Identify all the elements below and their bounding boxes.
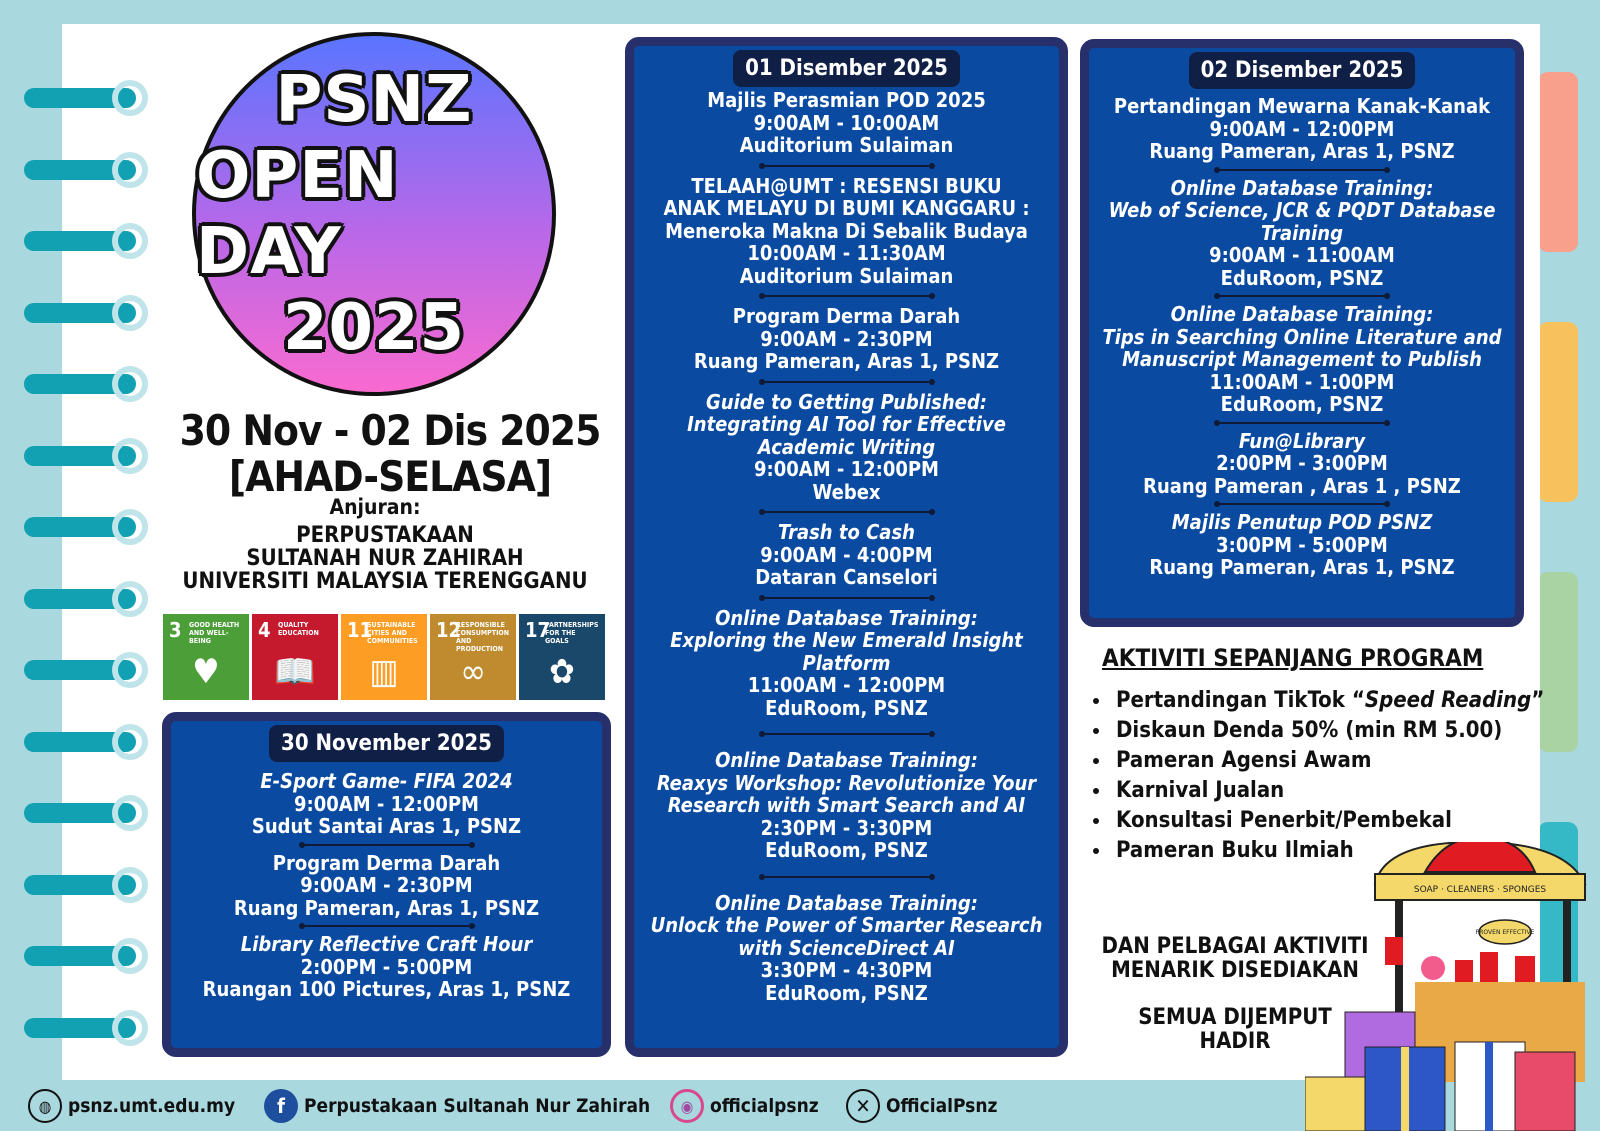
sdg-label: QUALITY EDUCATION <box>278 621 319 637</box>
event-title: E-Sport Game- FIFA 2024 <box>260 769 513 793</box>
ring-loop <box>112 80 148 116</box>
book-icon: 📖 <box>273 652 317 692</box>
open-day-logo <box>192 32 556 396</box>
event-title: Platform <box>802 650 891 675</box>
event-time: 9:00AM - 2:30PM <box>300 873 473 897</box>
sdg-label: SUSTAINABLE CITIES AND COMMUNITIES <box>367 621 418 645</box>
event-time: 9:00AM - 11:00AM <box>1209 243 1395 267</box>
event-separator <box>759 161 935 171</box>
spiral-ring <box>24 80 148 116</box>
sdg-label: PARTNERSHIPS FOR THE GOALS <box>545 621 599 645</box>
spiral-ring <box>24 652 148 688</box>
x-text: OfficialPsnz <box>886 1095 998 1117</box>
event-item <box>634 305 1059 373</box>
event-title: Trash to Cash <box>778 520 915 544</box>
logo-line-2: OPEN DAY <box>196 139 399 289</box>
event-venue: Ruang Pameran, Aras 1, PSNZ <box>693 349 1000 373</box>
activity-item <box>1112 716 1544 746</box>
event-time: 9:00AM - 2:30PM <box>760 326 933 351</box>
event-title: Online Database Training: <box>1170 175 1434 200</box>
invitation-note: SEMUA DIJEMPUT HADIR <box>1138 1005 1332 1054</box>
logo-line-1: PSNZ <box>275 63 473 137</box>
sdg-number: 12 <box>436 618 462 642</box>
event-title: with ScienceDirect AI <box>738 935 955 960</box>
event-title: Program Derma Darah <box>732 304 961 328</box>
organizer-line-1: PERPUSTAKAAN <box>296 523 474 548</box>
event-title: Guide to Getting Published: <box>706 389 987 414</box>
instagram-link[interactable] <box>670 1089 819 1123</box>
event-title: Majlis Penutup POD PSNZ <box>1171 510 1433 534</box>
sdg-label: RESPONSIBLE CONSUMPTION AND PRODUCTION <box>456 621 510 653</box>
organizer-label: Anjuran: <box>329 495 421 519</box>
event-time: 2:30PM - 3:30PM <box>760 815 933 840</box>
event-time: 11:00AM - 12:00PM <box>747 673 946 697</box>
activity-emphasis: Speed Reading <box>1364 688 1532 713</box>
sdg-number: 11 <box>347 618 373 642</box>
spiral-ring <box>24 223 148 259</box>
day-date-badge: 02 Disember 2025 <box>1189 52 1416 89</box>
schedule-panel-01-dis <box>625 37 1068 1057</box>
ring-loop <box>112 724 148 760</box>
sdg-icons-row <box>163 614 605 700</box>
date-days-line: [AHAD-SELASA] <box>228 452 552 501</box>
event-title: Tips in Searching Online Literature and <box>1102 324 1502 349</box>
event-title: Program Derma Darah <box>272 850 501 875</box>
activities-heading: AKTIVITI SEPANJANG PROGRAM <box>1102 644 1484 672</box>
ring-loop <box>112 295 148 331</box>
event-venue: Ruang Pameran, Aras 1, PSNZ <box>1149 139 1455 163</box>
market-stall-illustration <box>1305 842 1595 1131</box>
city-icon: ▥ <box>369 652 399 692</box>
event-separator <box>759 872 935 882</box>
event-title: Web of Science, JCR & PQDT Database <box>1108 198 1496 222</box>
sdg-number: 3 <box>169 618 182 642</box>
event-title: Pertandingan Mewarna Kanak-Kanak <box>1113 94 1491 118</box>
event-item <box>171 933 602 1001</box>
spiral-ring <box>24 509 148 545</box>
event-title: Online Database Training: <box>715 605 978 630</box>
event-venue: Dataran Canselori <box>755 565 938 589</box>
event-separator <box>759 729 935 739</box>
event-venue: Sudut Santai Aras 1, PSNZ <box>251 814 522 838</box>
notebook-tab-yellow <box>1538 322 1578 502</box>
event-time: 3:00PM - 5:00PM <box>1216 532 1388 557</box>
activity-text: Pertandingan TikTok “ <box>1116 688 1365 713</box>
event-separator <box>1214 165 1390 175</box>
event-venue: Webex <box>812 479 881 504</box>
event-title: TELAAH@UMT : RESENSI BUKU <box>691 173 1002 198</box>
facebook-link[interactable] <box>264 1089 650 1123</box>
instagram-icon: ◉ <box>670 1089 704 1123</box>
spiral-ring <box>24 152 148 188</box>
activity-item <box>1112 746 1544 776</box>
ring-loop <box>112 366 148 402</box>
event-time: 9:00AM - 12:00PM <box>1209 116 1395 141</box>
sdg-tile <box>519 614 605 700</box>
event-item <box>1089 430 1515 498</box>
event-venue: Auditorium Sulaiman <box>739 133 954 157</box>
event-separator <box>759 507 935 517</box>
schedule-panel-30-nov <box>162 712 611 1057</box>
spiral-ring <box>24 438 148 474</box>
event-title: Manuscript Management to Publish <box>1122 347 1482 371</box>
event-time: 11:00AM - 1:00PM <box>1209 369 1395 394</box>
more-activities-note: DAN PELBAGAI AKTIVITI MENARIK DISEDIAKAN <box>1101 934 1369 983</box>
event-separator <box>759 593 935 603</box>
day-events-list <box>1089 95 1515 579</box>
event-title: Majlis Perasmian POD 2025 <box>707 88 986 112</box>
sdg-tile <box>163 614 249 700</box>
event-item <box>171 770 602 838</box>
event-title: Research with Smart Search and AI <box>667 793 1026 817</box>
stall-sign-text: PROVEN EFFECTIVE <box>1475 929 1535 936</box>
event-venue: Ruang Pameran, Aras 1, PSNZ <box>233 895 540 920</box>
day-date-badge: 30 November 2025 <box>269 725 504 762</box>
event-item <box>634 521 1059 589</box>
heartbeat-icon: ♥ <box>192 652 220 692</box>
spiral-ring <box>24 938 148 974</box>
activity-item <box>1112 806 1544 836</box>
ring-loop <box>112 223 148 259</box>
event-title: Fun@Library <box>1238 428 1366 453</box>
activity-item <box>1112 776 1544 806</box>
event-title: Online Database Training: <box>1170 302 1434 326</box>
event-separator <box>1214 499 1390 509</box>
event-venue: EduRoom, PSNZ <box>1220 265 1384 290</box>
event-item <box>634 749 1059 862</box>
spiral-ring <box>24 581 148 617</box>
facebook-icon: f <box>264 1089 298 1123</box>
spiral-ring <box>24 795 148 831</box>
organizer-line-2: SULTANAH NUR ZAHIRAH <box>246 546 524 571</box>
ring-loop <box>112 795 148 831</box>
event-item <box>634 892 1059 1005</box>
activity-text-end: ” <box>1531 688 1545 713</box>
event-date-range <box>160 408 620 500</box>
event-venue: EduRoom, PSNZ <box>765 838 928 862</box>
activity-text: Pameran Buku Ilmiah <box>1116 838 1354 863</box>
logo-line-3: 2025 <box>282 291 466 365</box>
activities-list <box>1090 686 1544 866</box>
event-title: Training <box>1261 220 1343 245</box>
spiral-ring <box>24 867 148 903</box>
sdg-tile <box>341 614 427 700</box>
flower-icon: ✿ <box>549 652 575 692</box>
event-venue: EduRoom, PSNZ <box>765 695 928 720</box>
organizer-line-3: UNIVERSITI MALAYSIA TERENGGANU <box>182 569 588 594</box>
instagram-text: officialpsnz <box>710 1095 819 1117</box>
event-item <box>634 89 1059 157</box>
event-time: 10:00AM - 11:30AM <box>747 241 946 265</box>
event-venue: Auditorium Sulaiman <box>739 263 954 288</box>
event-time: 9:00AM - 10:00AM <box>753 110 940 135</box>
event-item <box>1089 177 1515 290</box>
sdg-number: 17 <box>525 618 551 642</box>
event-time: 3:30PM - 4:30PM <box>760 958 933 982</box>
event-venue: Ruangan 100 Pictures, Aras 1, PSNZ <box>202 977 571 1001</box>
event-separator <box>1214 418 1390 428</box>
event-title: Exploring the New Emerald Insight <box>670 628 1023 652</box>
event-venue: EduRoom, PSNZ <box>1220 392 1384 416</box>
ring-loop <box>112 938 148 974</box>
event-time: 9:00AM - 12:00PM <box>294 791 479 816</box>
event-title: Academic Writing <box>757 434 936 459</box>
event-title: Reaxys Workshop: Revolutionize Your <box>656 770 1037 795</box>
ring-loop <box>112 152 148 188</box>
ring-loop <box>112 509 148 545</box>
event-title: ANAK MELAYU DI BUMI KANGGARU : <box>663 196 1030 220</box>
ring-loop <box>112 438 148 474</box>
ring-loop <box>112 867 148 903</box>
notebook-tab-coral <box>1538 72 1578 252</box>
facebook-text: Perpustakaan Sultanah Nur Zahirah <box>304 1095 651 1117</box>
event-venue: EduRoom, PSNZ <box>765 980 928 1005</box>
day-events-list <box>171 770 602 1001</box>
activity-text: Diskaun Denda 50% (min RM 5.00) <box>1116 718 1503 743</box>
event-time: 9:00AM - 4:00PM <box>760 542 933 567</box>
spiral-ring <box>24 366 148 402</box>
spiral-ring <box>24 1010 148 1046</box>
spiral-ring <box>24 724 148 760</box>
event-time: 2:00PM - 3:00PM <box>1216 451 1388 475</box>
globe-icon: ◍ <box>28 1089 62 1123</box>
event-title: Online Database Training: <box>715 748 978 772</box>
event-item <box>634 175 1059 288</box>
event-title: Unlock the Power of Smarter Research <box>650 913 1043 937</box>
event-separator <box>299 840 475 850</box>
activity-text: Pameran Agensi Awam <box>1116 748 1372 773</box>
date-range-line: 30 Nov - 02 Dis 2025 <box>179 406 601 455</box>
event-item <box>634 391 1059 504</box>
event-separator <box>299 921 475 931</box>
event-title: Meneroka Makna Di Sebalik Budaya <box>665 218 1028 243</box>
event-item <box>634 607 1059 720</box>
ring-loop <box>112 1010 148 1046</box>
event-time: 2:00PM - 5:00PM <box>300 954 473 979</box>
event-title: Online Database Training: <box>715 890 978 915</box>
sdg-tile <box>252 614 338 700</box>
activity-text: Karnival Jualan <box>1116 778 1285 803</box>
event-separator <box>759 291 935 301</box>
website-link[interactable] <box>28 1089 235 1123</box>
sdg-label: GOOD HEALTH AND WELL-BEING <box>189 621 240 645</box>
event-title: Library Reflective Craft Hour <box>240 932 533 956</box>
schedule-panel-02-dis <box>1080 39 1524 627</box>
event-time: 9:00AM - 12:00PM <box>754 457 939 481</box>
event-title: Integrating AI Tool for Effective <box>687 412 1006 436</box>
event-venue: Ruang Pameran, Aras 1, PSNZ <box>1149 555 1455 579</box>
event-item <box>1089 511 1515 579</box>
activity-item <box>1112 686 1544 716</box>
infinity-icon: ∞ <box>460 652 486 692</box>
event-item <box>171 852 602 920</box>
website-text: psnz.umt.edu.my <box>68 1095 236 1117</box>
awning-text: SOAP · CLEANERS · SPONGES <box>1413 885 1547 895</box>
event-venue: Ruang Pameran , Aras 1 , PSNZ <box>1143 473 1461 498</box>
x-icon: ✕ <box>846 1089 880 1123</box>
ring-loop <box>112 652 148 688</box>
day-date-badge: 01 Disember 2025 <box>733 50 960 87</box>
day-events-list <box>634 89 1059 1004</box>
x-link[interactable] <box>846 1089 997 1123</box>
sdg-tile <box>430 614 516 700</box>
spiral-ring <box>24 295 148 331</box>
event-separator <box>759 377 935 387</box>
event-separator <box>1214 291 1390 301</box>
ring-loop <box>112 581 148 617</box>
activity-text: Konsultasi Penerbit/Pembekal <box>1116 808 1452 833</box>
organizer-name <box>160 524 610 593</box>
event-item <box>1089 95 1515 163</box>
event-item <box>1089 303 1515 416</box>
sdg-number: 4 <box>258 618 271 642</box>
